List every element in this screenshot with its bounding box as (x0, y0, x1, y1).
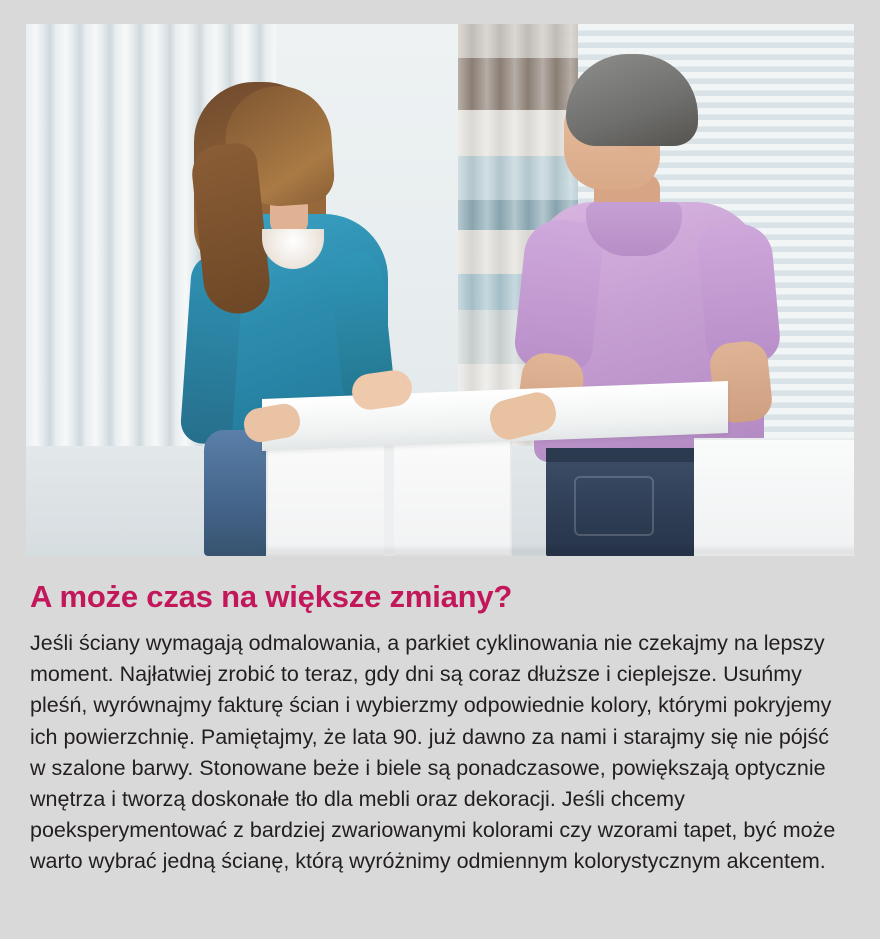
man-left-sleeve (512, 216, 605, 373)
man-jeans-pocket (574, 476, 654, 536)
article-headline: A może czas na większe zmiany? (30, 579, 513, 614)
article-photo (26, 24, 854, 556)
article-body: Jeśli ściany wymagają odmalowania, a parkiet cyklinowania nie czekajmy na lepszy moment. Najłatwiej zrobić to teraz, gdy dni są coraz dłuższe i cieplejsze. Usuńmy pleśń, wyrównajmy fakturę ścian i wybierzmy odpowiednie kolory, którymi pokryjemy ich powierzchnię. Pamiętajmy, że lata 90. już dawno za nami i starajmy się nie pójść w szalone barwy. Stonowane beże i biele są ponadczasowe, powiększają optycznie wnętrza i tworzą doskonałe tło dla mebli oraz dekoracji. Jeśli chcemy poeksperymentować z bardziej zwariowanymi kolorami czy wzorami tapet, być może warto wybrać jedną ścianę, którą wyróżnimy odmiennym kolorystycznym akcentem. (30, 631, 836, 874)
shelf-divider (384, 438, 394, 556)
article (26, 24, 854, 877)
shelf-shadow (266, 548, 854, 556)
shelf-right-section (694, 438, 854, 556)
